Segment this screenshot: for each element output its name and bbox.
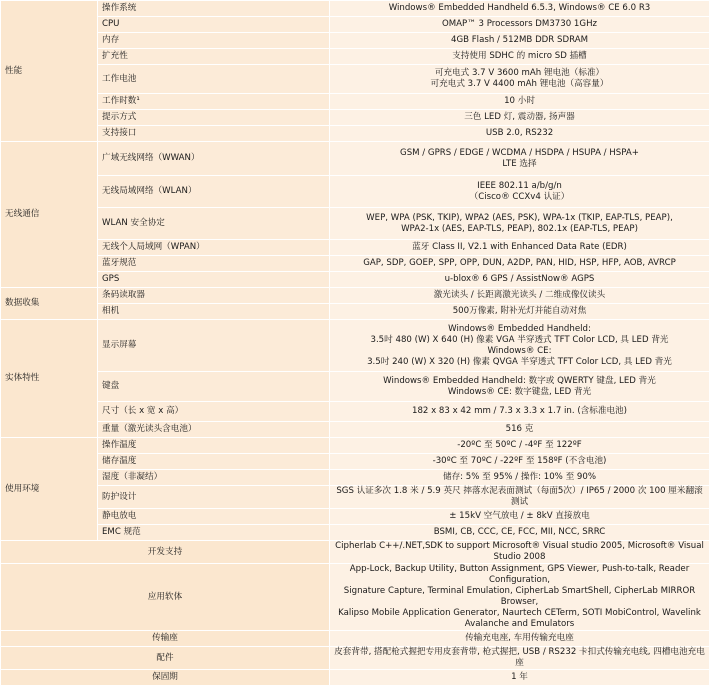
spec-value-line: Signature Capture, Terminal Emulation, CipherLab SmartShell, CipherLab MIRROR Browser,: [343, 586, 696, 607]
spec-value: [330, 288, 710, 304]
spec-value: [330, 1, 710, 17]
spec-value-line: 可充电式 3.7 V 4400 mAh 锂电池（高容量）: [430, 79, 609, 89]
spec-value-line: -20ºC 至 50ºC / -4ºF 至 122ºF: [457, 440, 582, 450]
spec-row: [1, 509, 710, 525]
spec-value: [330, 509, 710, 525]
spec-label: 内存: [98, 33, 330, 49]
spec-row: [1, 256, 710, 272]
spec-label: CPU: [98, 17, 330, 33]
spec-label: 操作系统: [98, 1, 330, 17]
spec-row: [1, 470, 710, 486]
spec-value-line: GAP, SDP, GOEP, SPP, OPP, DUN, A2DP, PAN, HID, HSP, HFP, AOB, AVRCP: [363, 258, 676, 268]
spec-value: [330, 320, 710, 372]
spec-value-line: （Cisco® CCXv4 认证）: [469, 191, 570, 202]
spec-label: 无线个人局域网（WPAN）: [98, 240, 330, 256]
spec-value-line: 10 小时: [504, 96, 535, 106]
spec-label: 静电放电: [98, 509, 330, 525]
spec-label: 蓝牙规范: [98, 256, 330, 272]
spec-value: [330, 304, 710, 320]
spec-row: [1, 110, 710, 126]
spec-row: [1, 541, 710, 564]
spec-value-line: 3.5吋 240 (W) X 320 (H) 像素 QVGA 半穿透式 TFT Color LCD, 具 LED 背光: [367, 356, 672, 367]
spec-row: [1, 288, 710, 304]
spec-row: [1, 17, 710, 33]
spec-value: [330, 631, 710, 647]
spec-label: 应用软体: [1, 564, 330, 631]
spec-value: [330, 17, 710, 33]
spec-row: [1, 94, 710, 110]
spec-value: [330, 65, 710, 94]
spec-value-line: 可充电式 3.7 V 3600 mAh 锂电池（标准）: [434, 68, 605, 78]
spec-value-line: 皮套背带, 搭配枪式握把专用皮套背带, 枪式握把, USB / RS232 卡扣式传输充电线, 四槽电池充电座: [334, 647, 705, 668]
spec-row: [1, 272, 710, 288]
spec-value-line: SGS 认证多次 1.8 米 / 5.9 英尺 摔落水泥表面测试（每面5次）/ IP65 / 2000 次 100 厘米翻滚测试: [336, 486, 703, 507]
spec-row: [1, 670, 710, 686]
spec-row: [1, 422, 710, 438]
section-category: 使用环境: [1, 438, 98, 541]
spec-row: [1, 525, 710, 541]
spec-value-line: 3.5吋 480 (W) X 640 (H) 像素 VGA 半穿透式 TFT Color LCD, 具 LED 背光: [370, 334, 669, 345]
spec-value-line: App-Lock, Backup Utility, Button Assignment, GPS Viewer, Push-to-talk, Reader Configuration,: [349, 564, 690, 585]
spec-label: 配件: [1, 647, 330, 670]
spec-value-line: 激光读头 / 长距离激光读头 / 二维成像仪读头: [433, 290, 606, 300]
spec-value: [330, 486, 710, 509]
spec-label: 操作温度: [98, 438, 330, 454]
spec-value: [330, 438, 710, 454]
spec-value-line: Windows® CE: 数字键盘, LED 背光: [447, 386, 592, 397]
section-category: 实体特性: [1, 320, 98, 438]
section-category: 无线通信: [1, 142, 98, 288]
spec-label: 扩充性: [98, 49, 330, 65]
spec-label: 条码读取器: [98, 288, 330, 304]
spec-label: 储存温度: [98, 454, 330, 470]
spec-value-line: Windows® CE:: [487, 345, 552, 356]
spec-label: WLAN 安全协定: [98, 208, 330, 240]
spec-value-line: 三色 LED 灯, 震动器, 扬声器: [464, 112, 575, 122]
spec-value-line: GSM / GPRS / EDGE / WCDMA / HSDPA / HSUPA / HSPA+: [400, 147, 639, 158]
spec-label: 无线局域网络（WLAN）: [98, 176, 330, 208]
spec-value: [330, 470, 710, 486]
spec-value-line: Windows® Embedded Handheld 6.5.3, Windows® CE 6.0 R3: [388, 3, 651, 13]
spec-value: [330, 541, 710, 564]
spec-row: [1, 176, 710, 208]
spec-label: EMC 规范: [98, 525, 330, 541]
spec-value-line: 传输充电座, 车用传输充电座: [465, 633, 574, 643]
section-category: 数据收集: [1, 288, 98, 320]
spec-value-line: Windows® Embedded Handheld: 数字或 QWERTY 键盘, LED 背光: [383, 375, 656, 386]
spec-row: [1, 631, 710, 647]
spec-value-line: u-blox® 6 GPS / AssistNow® AGPS: [444, 274, 595, 284]
spec-value-line: BSMI, CB, CCC, CE, FCC, MII, NCC, SRRC: [433, 527, 606, 537]
spec-value-line: 1 年: [511, 672, 528, 682]
spec-label: 尺寸（长 x 宽 x 高）: [98, 402, 330, 422]
spec-row: [1, 372, 710, 402]
spec-label: 键盘: [98, 372, 330, 402]
spec-value: [330, 647, 710, 670]
spec-label: 湿度（非凝结）: [98, 470, 330, 486]
spec-value: [330, 208, 710, 240]
spec-row: [1, 304, 710, 320]
spec-value: [330, 126, 710, 142]
spec-row: [1, 142, 710, 176]
spec-value-line: WPA2-1x (AES, EAP-TLS, PEAP), 802.1x (EAP-TLS, PEAP): [401, 223, 638, 234]
spec-value-line: IEEE 802.11 a/b/g/n: [477, 180, 562, 191]
spec-value-line: Windows® Embedded Handheld:: [448, 323, 591, 334]
spec-label: 工作时数¹: [98, 94, 330, 110]
spec-row: [1, 126, 710, 142]
spec-label: 广域无线网络（WWAN）: [98, 142, 330, 176]
spec-value-line: 500万像素, 附补光灯并能自动对焦: [452, 306, 587, 316]
spec-value: [330, 256, 710, 272]
spec-row: [1, 486, 710, 509]
spec-value: [330, 564, 710, 631]
spec-value-line: OMAP™ 3 Processors DM3730 1GHz: [441, 19, 598, 29]
spec-label: 传输座: [1, 631, 330, 647]
spec-value: [330, 240, 710, 256]
spec-value-line: 516 克: [505, 424, 534, 434]
spec-value-line: 4GB Flash / 512MB DDR SDRAM: [450, 35, 588, 45]
spec-row: [1, 240, 710, 256]
spec-value-line: USB 2.0, RS232: [485, 128, 554, 138]
spec-value: [330, 670, 710, 686]
spec-row: [1, 65, 710, 94]
spec-row: [1, 438, 710, 454]
spec-value-line: 支持使用 SDHC 的 micro SD 插槽: [452, 51, 587, 61]
spec-value-line: 蓝牙 Class II, V2.1 with Enhanced Data Rate (EDR): [412, 242, 627, 252]
spec-value: [330, 525, 710, 541]
spec-value-line: Kalipso Mobile Application Generator, Naurtech CETerm, SOTI MobiControl, Wavelink Avalanche and Emulators: [338, 608, 701, 629]
spec-label: 保固期: [1, 670, 330, 686]
spec-value: [330, 422, 710, 438]
spec-row: [1, 49, 710, 65]
spec-label: 支持接口: [98, 126, 330, 142]
spec-label: 防护设计: [98, 486, 330, 509]
spec-label: 显示屏幕: [98, 320, 330, 372]
spec-value: [330, 110, 710, 126]
spec-value-line: 储存: 5% 至 95% / 操作: 10% 至 90%: [442, 472, 597, 482]
spec-label: 相机: [98, 304, 330, 320]
spec-value: [330, 33, 710, 49]
spec-label: 工作电池: [98, 65, 330, 94]
spec-row: [1, 208, 710, 240]
spec-value: [330, 372, 710, 402]
spec-row: [1, 454, 710, 470]
spec-row: [1, 647, 710, 670]
spec-value-line: 182 x 83 x 42 mm / 7.3 x 3.3 x 1.7 in. (含标准电池): [411, 406, 627, 416]
spec-value: [330, 49, 710, 65]
spec-table-body: [1, 1, 710, 686]
spec-value: [330, 176, 710, 208]
spec-value-line: WEP, WPA (PSK, TKIP), WPA2 (AES, PSK), WPA-1x (TKIP, EAP-TLS, PEAP),: [366, 212, 673, 223]
spec-label: 提示方式: [98, 110, 330, 126]
spec-label: 开发支持: [1, 541, 330, 564]
spec-label: GPS: [98, 272, 330, 288]
spec-row: [1, 33, 710, 49]
spec-row: [1, 564, 710, 631]
spec-label: 重量（激光读头含电池）: [98, 422, 330, 438]
spec-value: [330, 402, 710, 422]
spec-value: [330, 272, 710, 288]
spec-row: [1, 320, 710, 372]
spec-value: [330, 454, 710, 470]
spec-row: [1, 1, 710, 17]
spec-value-line: Cipherlab C++/.NET,SDK to support Microsoft® Visual studio 2005, Microsoft® Visual Studio 2008: [335, 541, 704, 562]
spec-value-line: LTE 选择: [502, 158, 537, 169]
spec-value: [330, 94, 710, 110]
spec-value-line: ± 15kV 空气放电 / ± 8kV 直接放电: [449, 511, 590, 521]
spec-value-line: -30ºC 至 70ºC / -22ºF 至 158ºF (不含电池): [432, 456, 607, 466]
spec-value: [330, 142, 710, 176]
spec-row: [1, 402, 710, 422]
section-category: 性能: [1, 1, 98, 142]
